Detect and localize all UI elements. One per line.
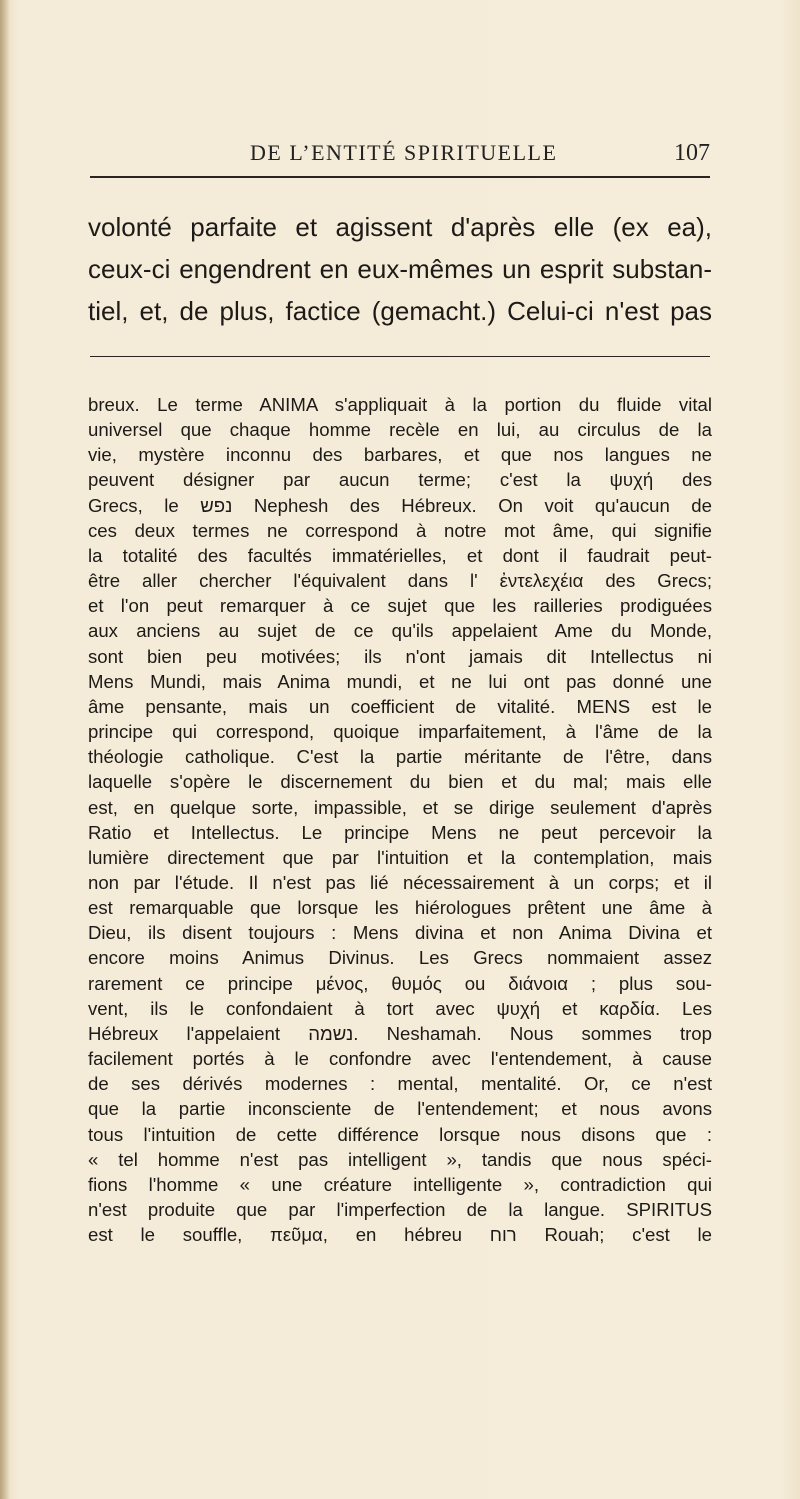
footnote-line: breux. Le terme ANIMA s'appliquait à la portion du fluide vital — [88, 394, 712, 415]
footnote-line: n'est produite que par l'imperfection de la langue. SPIRITUS — [88, 1199, 712, 1220]
footnote-line: est, en quelque sorte, impassible, et se dirige seulement d'après — [88, 796, 712, 818]
footnote-line: vie, mystère inconnu des barbares, et que nos langues ne — [88, 444, 712, 466]
footnote-line: principe qui correspond, quoique imparfaitement, à l'âme de la — [88, 721, 712, 743]
main-text-block — [88, 206, 712, 332]
page-spine-shadow — [0, 0, 10, 1499]
footnote-line: Mens Mundi, mais Anima mundi, et ne lui ont pas donné une — [88, 670, 712, 692]
footnote-line: sont bien peu motivées; ils n'ont jamais dit Intellectus ni — [88, 645, 712, 667]
footnote-line: rarement ce principe μένος, θυμός ou διάνοια ; plus sou- — [88, 972, 712, 994]
footnote-line: encore moins Animus Divinus. Les Grecs nommaient assez — [88, 947, 712, 969]
footnote-line: « tel homme n'est pas intelligent », tandis que nous spéci- — [88, 1148, 712, 1170]
footnote-line: ces deux termes ne correspond à notre mot âme, qui signifie — [88, 519, 712, 541]
footnote-line: fions l'homme « une créature intelligente », contradiction qui — [88, 1173, 712, 1195]
footnote-line: Dieu, ils disent toujours : Mens divina et non Anima Divina et — [88, 922, 712, 944]
footnote-line: facilement portés à le confondre avec l'entendement, à cause — [88, 1048, 712, 1070]
footnote-line: universel que chaque homme recèle en lui, au circulus de la — [88, 419, 712, 441]
main-text-line: tiel, et, de plus, factice (gemacht.) Celui-ci n'est pas — [88, 296, 712, 326]
footnote-block — [88, 392, 712, 1247]
footnote-line: être aller chercher l'équivalent dans l' ἐντελεχέια des Grecs; — [88, 570, 712, 592]
footnote-line: Grecs, le נפש Nephesh des Hébreux. On voit qu'aucun de — [88, 494, 712, 516]
footnote-line: est le souffle, πεῦμα, en hébreu רוח Rouah; c'est le — [88, 1224, 712, 1246]
footnote-line: Ratio et Intellectus. Le principe Mens ne peut percevoir la — [88, 821, 712, 843]
footnote-separator — [90, 356, 710, 357]
footnote-line: Hébreux l'appelaient נשמה. Neshamah. Nous sommes trop — [88, 1022, 712, 1044]
footnote-line: non par l'étude. Il n'est pas lié nécessairement à un corps; et il — [88, 871, 712, 893]
footnote-line: âme pensante, mais un coefficient de vitalité. MENS est le — [88, 695, 712, 717]
footnote-line: de ses dérivés modernes : mental, mentalité. Or, ce n'est — [88, 1073, 712, 1095]
footnote-line: théologie catholique. C'est la partie méritante de l'être, dans — [88, 746, 712, 768]
running-head-title: DE L’ENTITÉ SPIRITUELLE — [250, 140, 558, 165]
footnote-line: est remarquable que lorsque les hiérologues prêtent une âme à — [88, 897, 712, 919]
footnote-line: peuvent désigner par aucun terme; c'est la ψυχή des — [88, 469, 712, 491]
footnote-line: vent, ils le confondaient à tort avec ψυχή et καρδία. Les — [88, 997, 712, 1019]
footnote-line: lumière directement que par l'intuition et la contemplation, mais — [88, 846, 712, 868]
running-head — [90, 140, 710, 170]
footnote-line: aux anciens au sujet de ce qu'ils appelaient Ame du Monde, — [88, 620, 712, 642]
footnote-line: la totalité des facultés immatérielles, et dont il faudrait peut- — [88, 544, 712, 566]
main-text-line: volonté parfaite et agissent d'après elle (ex ea), — [88, 212, 712, 242]
header-rule — [90, 176, 710, 178]
footnote-line: tous l'intuition de cette différence lorsque nous disons que : — [88, 1123, 712, 1145]
page-number: 107 — [674, 140, 710, 166]
main-text-line: ceux-ci engendrent en eux-mêmes un esprit substan- — [88, 254, 712, 284]
footnote-line: laquelle s'opère le discernement du bien et du mal; mais elle — [88, 771, 712, 793]
footnote-line: que la partie inconsciente de l'entendement; et nous avons — [88, 1098, 712, 1120]
footnote-line: et l'on peut remarquer à ce sujet que les railleries prodiguées — [88, 595, 712, 617]
